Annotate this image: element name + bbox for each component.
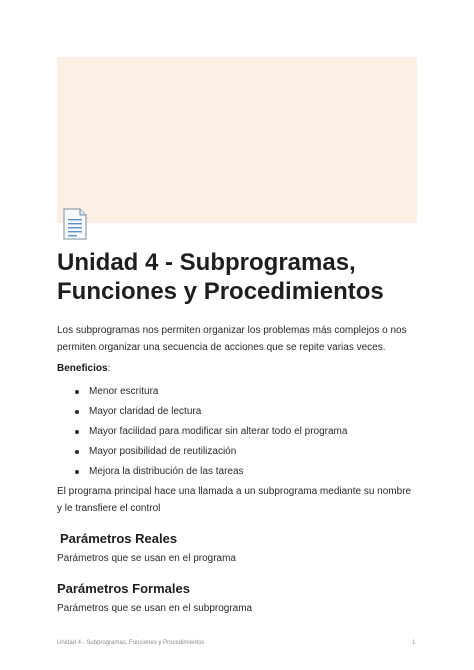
benefits-label <box>57 360 417 377</box>
cover-banner <box>57 57 417 223</box>
benefits-label-text: Beneficios <box>57 363 108 374</box>
benefits-list <box>57 383 417 480</box>
section-heading-formal-params: Parámetros Formales <box>57 581 190 596</box>
benefits-colon: : <box>107 363 111 374</box>
intro-paragraph: Los subprogramas nos permiten organizar los problemas más complejos o nos permiten organizar una secuencia de acciones que se repite varias veces. <box>57 325 407 353</box>
list-item: Menor escritura <box>75 383 417 400</box>
section-heading-real-params: Parámetros Reales <box>60 531 178 546</box>
list-item: Mejora la distribución de las tareas <box>75 463 417 480</box>
page-title: Unidad 4 - Subprogramas, Funciones y Procedimientos <box>57 249 384 305</box>
document-page-icon <box>62 208 88 240</box>
list-item: Mayor posibilidad de reutilización <box>75 443 417 460</box>
list-item: Mayor facilidad para modificar sin alterar todo el programa <box>75 423 417 440</box>
footer-title: Unidad 4 - Subprogramas, Funciones y Procedimientos <box>57 640 205 646</box>
document-body <box>57 322 417 623</box>
section-text-formal-params: Parámetros que se usan en el subprograma <box>57 603 253 614</box>
main-program-paragraph: El programa principal hace una llamada a un subprograma mediante su nombre y le transfiere el control <box>57 486 412 514</box>
list-item: Mayor claridad de lectura <box>75 403 417 420</box>
section-text-real-params: Parámetros que se usan en el programa <box>57 553 236 564</box>
page-number: 1 <box>412 640 416 646</box>
